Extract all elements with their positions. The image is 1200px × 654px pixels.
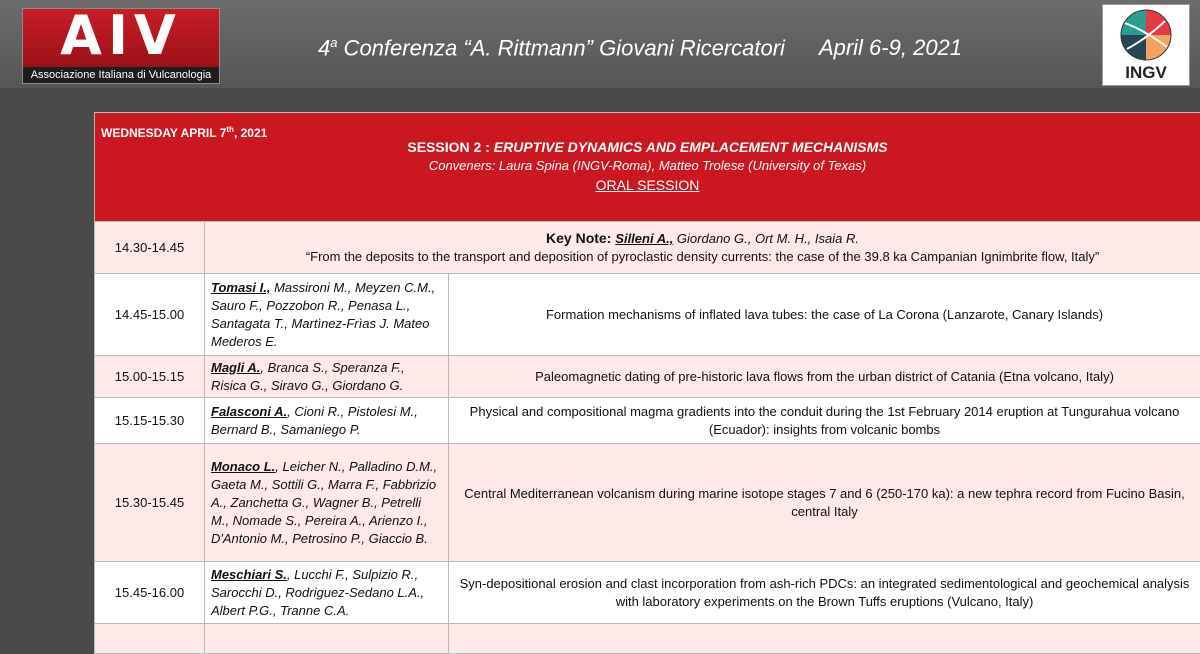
aiv-logo-banner xyxy=(23,9,219,67)
talk-authors xyxy=(205,356,449,398)
day-prefix: WEDNESDAY APRIL 7 xyxy=(101,126,226,140)
talk-row xyxy=(95,356,1200,398)
keynote-title: “From the deposits to the transport and deposition of pyroclastic density currents: the case of the 39.8 ka Campanian Ignimbrite flow, Italy” xyxy=(211,248,1194,266)
day-suffix: , 2021 xyxy=(234,126,267,140)
talk-presenter: Monaco L. xyxy=(211,459,275,474)
session-header-row xyxy=(95,113,1200,222)
aiv-logo-letters: AIV xyxy=(23,3,219,69)
talk-authors xyxy=(205,562,449,624)
table-row xyxy=(95,624,1200,654)
talk-row xyxy=(95,444,1200,562)
empty-cell xyxy=(205,624,449,654)
title-sup: a xyxy=(330,35,337,50)
session-title-topic: ERUPTIVE DYNAMICS AND EMPLACEMENT MECHANISMS xyxy=(494,139,888,155)
globe-icon xyxy=(1103,5,1189,65)
program-table xyxy=(94,112,1200,654)
keynote-label: Key Note xyxy=(546,230,607,246)
talk-title: Central Mediterranean volcanism during marine isotope stages 7 and 6 (250-170 ka): a new tephra record from Fucino Basin, central Italy xyxy=(449,444,1200,562)
talk-presenter: Falasconi A. xyxy=(211,404,287,419)
keynote-line: Key Note: Silleni A., Giordano G., Ort M. H., Isaia R. xyxy=(211,229,1194,248)
talk-row xyxy=(95,562,1200,624)
keynote-time: 14.30-14.45 xyxy=(95,222,205,274)
keynote-row xyxy=(95,222,1200,274)
talk-presenter: Tomasi I., xyxy=(211,280,270,295)
talk-presenter: Magli A. xyxy=(211,360,260,375)
talk-coauthors: Massironi M., Meyzen C.M., Sauro F., Pozzobon R., Penasa L., Santagata T., Martìnez-Frìas J. Mateo Mederos E. xyxy=(211,280,435,349)
talk-time: 15.15-15.30 xyxy=(95,398,205,444)
talk-title: Formation mechanisms of inflated lava tubes: the case of La Corona (Lanzarote, Canary Islands) xyxy=(449,274,1200,356)
empty-cell xyxy=(95,624,205,654)
ingv-logo-text: INGV xyxy=(1103,63,1189,83)
conference-header xyxy=(0,0,1200,88)
session-conveners: Conveners: Laura Spina (INGV-Roma), Matteo Trolese (University of Texas) xyxy=(101,157,1194,175)
talk-coauthors: , Leicher N., Palladino D.M., Gaeta M., Sottili G., Marra F., Fabbrizio A., Zanchetta G., Wagner B., Petrelli M., Nomade S., Pereira A., Arienzo I., D'Antonio M., Petrosino P., Giaccio B. xyxy=(211,459,437,546)
aiv-logo xyxy=(22,8,220,84)
empty-cell xyxy=(449,624,1200,654)
keynote-coauthors: Giordano G., Ort M. H., Isaia R. xyxy=(673,231,859,246)
talk-time: 14.45-15.00 xyxy=(95,274,205,356)
day-sup: th xyxy=(226,125,234,134)
aiv-logo-subtitle: Associazione Italiana di Vulcanologia xyxy=(23,67,219,83)
talk-time: 15.30-15.45 xyxy=(95,444,205,562)
title-prefix: 4 xyxy=(318,35,330,60)
talk-time: 15.45-16.00 xyxy=(95,562,205,624)
conference-title xyxy=(280,28,1000,63)
talk-time: 15.00-15.15 xyxy=(95,356,205,398)
session-day xyxy=(101,121,267,142)
talk-coauthors: , Cioni R., Pistolesi M., Bernard B., Samaniego P. xyxy=(211,404,418,437)
keynote-presenter: Silleni A., xyxy=(615,231,673,246)
talk-title: Syn-depositional erosion and clast incorporation from ash-rich PDCs: an integrated sedimentological and geochemical analysis with laboratory experiments on the Brown Tuffs eruptions (Vulcano, Italy) xyxy=(449,562,1200,624)
talk-authors xyxy=(205,398,449,444)
talk-authors xyxy=(205,444,449,562)
session-header-cell xyxy=(95,113,1200,222)
session-type: ORAL SESSION xyxy=(101,175,1194,195)
talk-title: Physical and compositional magma gradients into the conduit during the 1st February 2014 eruption at Tungurahua volcano (Ecuador): insights from volcanic bombs xyxy=(449,398,1200,444)
talk-title: Paleomagnetic dating of pre-historic lava flows from the urban district of Catania (Etna volcano, Italy) xyxy=(449,356,1200,398)
talk-row xyxy=(95,398,1200,444)
talk-row xyxy=(95,274,1200,356)
conference-dates: April 6-9, 2021 xyxy=(819,35,962,60)
title-main: Conferenza “A. Rittmann” Giovani Ricercatori xyxy=(337,35,785,60)
ingv-logo xyxy=(1102,4,1190,86)
talk-coauthors: , Lucchi F., Sulpizio R., Sarocchi D., Rodriguez-Sedano L.A., Albert P.G., Tranne C.A. xyxy=(211,567,424,618)
talk-coauthors: , Branca S., Speranza F., Risica G., Siravo G., Giordano G. xyxy=(211,360,405,393)
talk-authors xyxy=(205,274,449,356)
session-title-prefix: SESSION 2 : xyxy=(407,139,493,155)
keynote-cell xyxy=(205,222,1200,274)
talk-presenter: Meschiari S. xyxy=(211,567,287,582)
